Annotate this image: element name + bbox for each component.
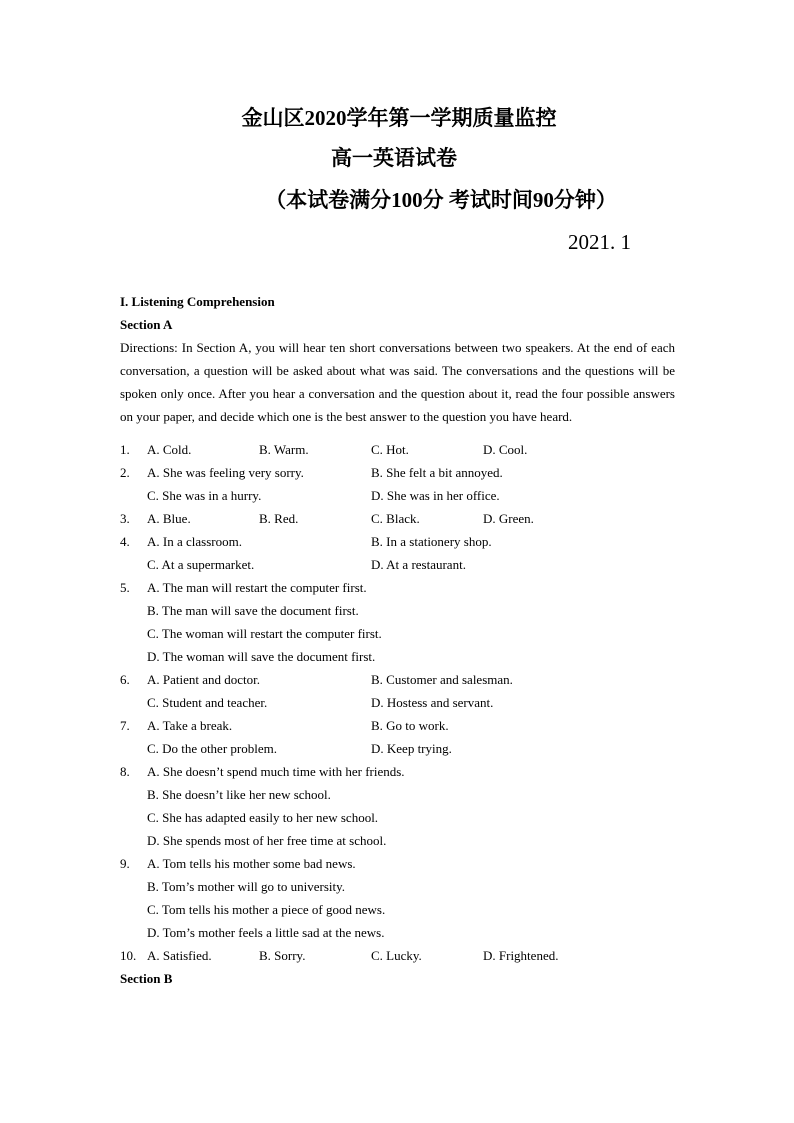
question-3 xyxy=(120,507,675,530)
question-number: 1. xyxy=(120,442,130,457)
question-number: 9. xyxy=(120,856,130,871)
option-b: B. The man will save the document first. xyxy=(147,603,359,618)
question-6 xyxy=(120,668,675,691)
option-a: A. Patient and doctor. xyxy=(147,672,261,687)
exam-info: （本试卷满分100分 考试时间90分钟） xyxy=(265,188,617,212)
option-b: B. Go to work. xyxy=(371,718,449,733)
option-d: D. She was in her office. xyxy=(371,488,500,503)
option-b: B. Sorry. xyxy=(259,948,306,963)
question-number: 6. xyxy=(120,672,130,687)
option-c: C. Hot. xyxy=(371,442,409,457)
question-number: 3. xyxy=(120,511,130,526)
question-5 xyxy=(120,576,675,599)
option-d: D. Hostess and servant. xyxy=(371,695,494,710)
option-b: B. In a stationery shop. xyxy=(371,534,492,549)
option-a: A. Take a break. xyxy=(147,718,233,733)
exam-content xyxy=(120,290,675,990)
option-b: B. Customer and salesman. xyxy=(371,672,513,687)
option-d: D. Frightened. xyxy=(483,948,559,963)
question-9-row-2 xyxy=(120,875,675,898)
option-d: D. Cool. xyxy=(483,442,528,457)
question-9-row-3 xyxy=(120,898,675,921)
option-a: A. The man will restart the computer first. xyxy=(147,580,367,595)
section-b-heading: Section B xyxy=(120,971,173,986)
question-8-row-3 xyxy=(120,806,675,829)
option-a: A. She was feeling very sorry. xyxy=(147,465,304,480)
option-c: C. She has adapted easily to her new school. xyxy=(147,810,379,825)
question-4-row-2 xyxy=(120,553,675,576)
option-a: A. In a classroom. xyxy=(147,534,242,549)
question-2 xyxy=(120,461,675,484)
question-number: 2. xyxy=(120,465,130,480)
option-a: A. She doesn’t spend much time with her friends. xyxy=(147,764,405,779)
option-a: A. Blue. xyxy=(147,511,191,526)
question-6-row-2 xyxy=(120,691,675,714)
option-a: A. Satisfied. xyxy=(147,948,212,963)
section-a-heading: Section A xyxy=(120,317,173,332)
option-a: A. Cold. xyxy=(147,442,192,457)
option-a: A. Tom tells his mother some bad news. xyxy=(147,856,356,871)
option-c: C. Tom tells his mother a piece of good news. xyxy=(147,902,386,917)
option-d: D. The woman will save the document first. xyxy=(147,649,376,664)
question-number: 10. xyxy=(120,948,137,963)
question-9 xyxy=(120,852,675,875)
option-d: D. Keep trying. xyxy=(371,741,452,756)
option-d: D. Tom’s mother feels a little sad at the news. xyxy=(147,925,385,940)
option-d: D. Green. xyxy=(483,511,534,526)
option-b: B. Tom’s mother will go to university. xyxy=(147,879,346,894)
option-c: C. Student and teacher. xyxy=(147,695,268,710)
part-heading: I. Listening Comprehension xyxy=(120,294,275,309)
exam-subtitle: 高一英语试卷 xyxy=(331,146,457,170)
question-number: 5. xyxy=(120,580,130,595)
question-8-row-2 xyxy=(120,783,675,806)
option-c: C. Lucky. xyxy=(371,948,422,963)
question-5-row-3 xyxy=(120,622,675,645)
question-7-row-2 xyxy=(120,737,675,760)
question-8 xyxy=(120,760,675,783)
option-c: C. The woman will restart the computer first. xyxy=(147,626,382,641)
question-number: 4. xyxy=(120,534,130,549)
exam-date: 2021. 1 xyxy=(568,230,631,254)
option-d: D. At a restaurant. xyxy=(371,557,466,572)
option-b: B. She doesn’t like her new school. xyxy=(147,787,331,802)
exam-title: 金山区2020学年第一学期质量监控 xyxy=(241,106,557,130)
question-8-row-4 xyxy=(120,829,675,852)
option-c: C. Do the other problem. xyxy=(147,741,277,756)
question-2-row-2 xyxy=(120,484,675,507)
directions-text: Directions: In Section A, you will hear ten short conversations between two speakers. At the end of each conversation, a question will be asked about what was said. The conversations and the questions will be spoken only once. After you hear a conversation and the question about it, read the four possible answers on your paper, and decide which one is the best answer to the question you have heard. xyxy=(120,340,675,424)
question-5-row-2 xyxy=(120,599,675,622)
option-b: B. Red. xyxy=(259,511,299,526)
option-c: C. At a supermarket. xyxy=(147,557,255,572)
question-10 xyxy=(120,944,675,967)
question-5-row-4 xyxy=(120,645,675,668)
question-7 xyxy=(120,714,675,737)
option-b: B. She felt a bit annoyed. xyxy=(371,465,503,480)
question-number: 7. xyxy=(120,718,130,733)
question-9-row-4 xyxy=(120,921,675,944)
option-c: C. She was in a hurry. xyxy=(147,488,262,503)
question-1 xyxy=(120,438,675,461)
option-c: C. Black. xyxy=(371,511,420,526)
question-4 xyxy=(120,530,675,553)
option-b: B. Warm. xyxy=(259,442,309,457)
option-d: D. She spends most of her free time at school. xyxy=(147,833,387,848)
question-number: 8. xyxy=(120,764,130,779)
